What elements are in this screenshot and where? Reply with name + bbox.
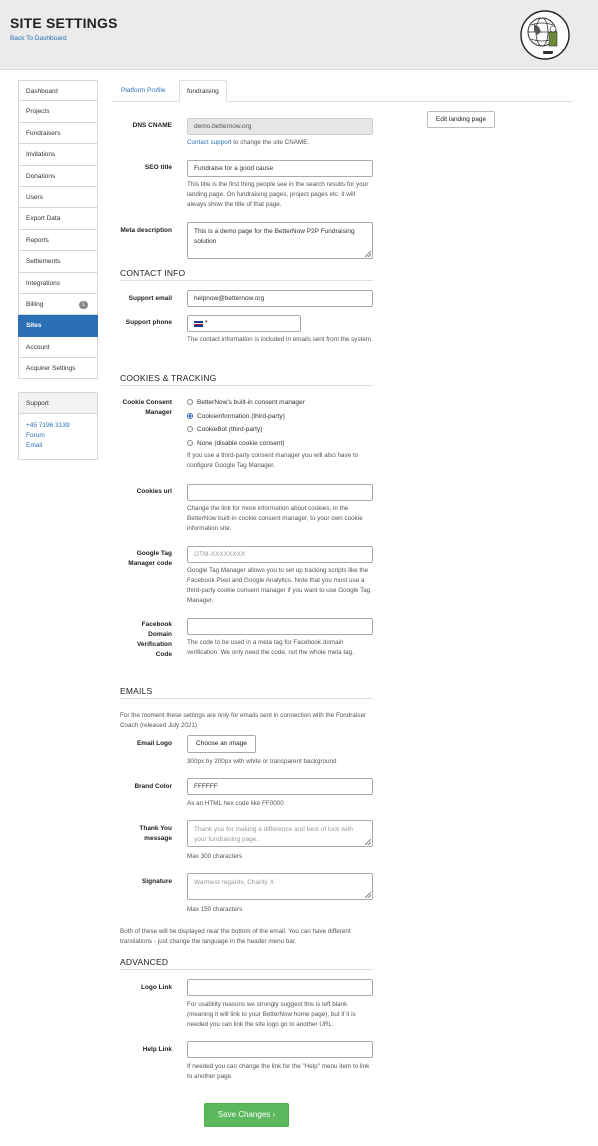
logo-link-label: Logo Link: [140, 984, 172, 991]
sidebar-item-billing[interactable]: [18, 294, 98, 315]
chevron-down-icon: ▾: [205, 319, 208, 325]
seo-title-label: SEO title: [144, 164, 172, 171]
help-link-label: Help Link: [142, 1046, 172, 1053]
consent-option-betternow[interactable]: BetterNow's built-in consent manager: [187, 398, 305, 408]
radio-icon[interactable]: [187, 426, 193, 432]
billing-count-badge: 1: [79, 301, 88, 309]
cookies-tracking-heading: COOKIES & TRACKING: [120, 373, 373, 386]
meta-description-textarea[interactable]: This is a demo page for the BetterNow P2P Fundraising solution: [187, 222, 373, 259]
page-title: SITE SETTINGS: [10, 15, 118, 31]
consent-manager-help: If you use a third-party consent manager you will also have to configure Google Tag Manager.: [187, 452, 359, 469]
sidebar-nav: [18, 80, 98, 379]
dns-cname-field: demo.betternow.org: [187, 118, 373, 135]
seo-title-help: This title is the first thing people see in the search results for your landing page. On fundraising pages, project pages etc. it will always show the title of that page.: [187, 181, 369, 208]
sidebar-item-invitations[interactable]: Invitations: [18, 144, 98, 165]
tab-platform-profile[interactable]: Platform Profile: [121, 87, 166, 94]
support-email-link[interactable]: Email: [26, 442, 43, 449]
brand-color-help: As an HTML hex code like FF0000: [187, 800, 284, 807]
cookies-url-input[interactable]: [187, 484, 373, 501]
help-link-help: If needed you can change the link for the "Help" menu item to link to another page.: [187, 1063, 370, 1080]
sidebar-item-integrations[interactable]: Integrations: [18, 273, 98, 294]
sidebar-item-users[interactable]: Users: [18, 187, 98, 208]
signature-help: Max 150 characters: [187, 906, 243, 913]
radio-icon[interactable]: [187, 440, 193, 446]
sidebar-item-export-data[interactable]: Export Data: [18, 208, 98, 229]
logo-link-input[interactable]: [187, 979, 373, 996]
gtm-code-label: Google Tag Manager code: [128, 550, 172, 567]
signature-label: Signature: [142, 878, 172, 885]
edit-landing-page-button[interactable]: Edit landing page: [427, 111, 495, 128]
support-phone-label: Support phone: [125, 319, 172, 326]
chevron-right-icon: ›: [272, 1110, 276, 1119]
contact-info-heading: CONTACT INFO: [120, 268, 373, 281]
facebook-verification-label: Facebook Domain Verification Code: [136, 621, 172, 658]
dns-cname-label: DNS CNAME: [132, 122, 172, 129]
brand-color-input[interactable]: FFFFFF: [187, 778, 373, 795]
radio-selected-icon[interactable]: [187, 413, 193, 419]
settings-tabs: [112, 80, 573, 102]
email-logo-label: Email Logo: [136, 740, 172, 747]
thank-you-message-help: Max 300 characters: [187, 853, 243, 860]
support-forum-link[interactable]: Forum: [26, 432, 45, 439]
gtm-code-input[interactable]: GTM-XXXXXXXX: [187, 546, 373, 563]
save-changes-button[interactable]: Save Changes ›: [204, 1103, 289, 1127]
cookies-url-label: Cookies url: [136, 488, 172, 495]
tab-fundraising[interactable]: fundraising: [179, 80, 227, 102]
cookies-url-help: Change the link for more information about cookies, in the BetterNow built-in cookie consent manager, to your own cookie information site.: [187, 505, 363, 532]
facebook-verification-help: The code to be used in a meta tag for Facebook domain verification. We only need the code, not the whole meta tag.: [187, 639, 354, 656]
choose-image-button[interactable]: Choose an image: [187, 735, 256, 753]
sidebar-item-projects[interactable]: Projects: [18, 101, 98, 122]
consent-option-none[interactable]: None (disable cookie consent): [187, 439, 284, 449]
sidebar-item-fundraisers[interactable]: Fundraisers: [18, 123, 98, 144]
sidebar-item-label: Billing: [26, 300, 44, 308]
sidebar-item-reports[interactable]: Reports: [18, 230, 98, 251]
emails-heading: EMAILS: [120, 686, 373, 699]
support-email-input[interactable]: helpnow@betternow.org: [187, 290, 373, 307]
dns-cname-help: Contact support to change the site CNAME.: [187, 139, 310, 146]
logo-link-help: For usability reasons we strongly suggest this is left blank (meaning it will link to your BetterNow home page), but if it is needed you can link the site logo go to another URL.: [187, 1001, 356, 1028]
brand-color-label: Brand Color: [134, 783, 172, 790]
organization-logo[interactable]: [519, 10, 571, 60]
support-heading: Support: [19, 393, 97, 414]
uk-flag-icon[interactable]: [194, 321, 203, 327]
meta-description-label: Meta description: [120, 227, 172, 234]
emails-intro-note: For the moment these settings are only for emails sent in connection with the Fundraiser Coach (released July 2021): [120, 712, 367, 729]
signature-textarea[interactable]: Warmest regards, Charity X: [187, 873, 373, 900]
back-to-dashboard-link[interactable]: Back To Dashboard: [10, 35, 67, 42]
page-header: [0, 0, 598, 70]
support-panel: [18, 392, 98, 460]
support-email-label: Support email: [128, 295, 172, 302]
radio-icon[interactable]: [187, 399, 193, 405]
thank-you-message-label: Thank You message: [139, 825, 172, 842]
thank-you-message-textarea[interactable]: Thank you for making a difference and best of luck with your fundraising page.: [187, 820, 373, 847]
contact-info-help: The contact information is included in emails sent from the system.: [187, 336, 373, 343]
help-link-input[interactable]: [187, 1041, 373, 1058]
sidebar-item-sites[interactable]: Sites: [18, 315, 98, 336]
sidebar-item-acquirer-settings[interactable]: Acquirer Settings: [18, 358, 98, 379]
sidebar-item-account[interactable]: Account: [18, 337, 98, 358]
support-phone-input[interactable]: [187, 315, 301, 332]
consent-option-cookieinformation[interactable]: Cookieinformation (third-party): [187, 412, 285, 422]
consent-option-cookiebot[interactable]: CookieBot (third-party): [187, 425, 262, 435]
email-logo-help: 300px by 200px with white or transparent background: [187, 758, 337, 765]
facebook-verification-input[interactable]: [187, 618, 373, 635]
gtm-code-help: Google Tag Manager allows you to set up tracking scripts like the Facebook Pixel and Google Analytics. Note that you must use a third-party cookie consent manager if you want to use Google Tag Manager.: [187, 567, 371, 604]
sidebar-item-settlements[interactable]: Settlements: [18, 251, 98, 272]
sidebar-item-dashboard[interactable]: Dashboard: [18, 80, 98, 101]
advanced-heading: ADVANCED: [120, 957, 373, 970]
emails-footer-note: Both of these will be displayed near the bottom of the email. You can have different translations - just change the language in the header menu bar.: [120, 928, 351, 945]
cookie-consent-manager-label: Cookie Consent Manager: [122, 399, 172, 416]
seo-title-input[interactable]: Fundraise for a good cause: [187, 160, 373, 177]
support-phone-link[interactable]: +45 7196 3139: [26, 422, 70, 429]
sidebar-item-donations[interactable]: Donations: [18, 166, 98, 187]
contact-support-link[interactable]: Contact support: [187, 139, 232, 146]
